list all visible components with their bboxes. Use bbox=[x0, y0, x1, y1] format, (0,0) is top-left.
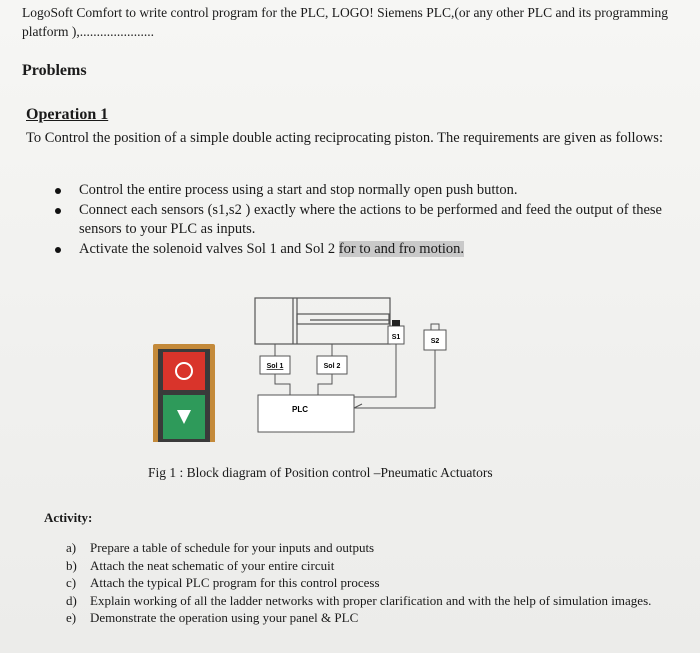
start-button bbox=[163, 352, 205, 390]
requirements-list bbox=[52, 181, 662, 260]
cylinder bbox=[255, 298, 390, 344]
piston-rod bbox=[297, 314, 389, 324]
highlighted-text: for to and fro motion. bbox=[338, 241, 465, 257]
item-marker: e) bbox=[66, 610, 77, 625]
sol2-label: Sol 2 bbox=[323, 363, 341, 370]
intro-text: LogoSoft Comfort to write control program for the PLC, LOGO! Siemens PLC,(or any other PLC and its programming platform ),...................... bbox=[22, 5, 669, 39]
wire bbox=[275, 374, 290, 395]
activity-item: c) Attach the typical PLC program for this control process bbox=[66, 575, 380, 590]
push-button-panel bbox=[153, 344, 215, 442]
solenoid-sol1 bbox=[260, 356, 290, 374]
wire bbox=[354, 350, 435, 408]
activity-item: a) Prepare a table of schedule for your inputs and outputs bbox=[66, 540, 375, 555]
wire bbox=[318, 374, 332, 395]
item-marker: b) bbox=[66, 557, 77, 573]
bullet-icon bbox=[55, 188, 61, 194]
wire-arrow bbox=[354, 404, 362, 408]
bullet-icon bbox=[55, 247, 61, 253]
s1-head bbox=[392, 320, 400, 326]
operation-title: Operation 1 bbox=[26, 106, 109, 123]
sol1-label: Sol 1 bbox=[266, 363, 284, 370]
activity-heading: Activity: bbox=[44, 510, 93, 525]
requirement-item: Activate the solenoid valves Sol 1 and Sol 2 for to and fro motion. bbox=[52, 240, 662, 259]
wire bbox=[354, 344, 396, 397]
activity-item: b) Attach the neat schematic of your entire circuit bbox=[66, 557, 335, 573]
requirement-item: Control the entire process using a start and stop normally open push button. bbox=[52, 181, 662, 200]
s1-label: S1 bbox=[391, 334, 401, 341]
sensor-s2 bbox=[424, 324, 446, 350]
plc-label: PLC bbox=[292, 405, 308, 414]
item-marker: c) bbox=[66, 575, 77, 590]
problems-heading: Problems bbox=[22, 62, 87, 79]
operation-description: To Control the position of a simple double acting reciprocating piston. The requirements are given as follows: bbox=[26, 130, 663, 146]
solenoid-sol2 bbox=[317, 356, 347, 374]
activity-item: e) Demonstrate the operation using your panel & PLC bbox=[66, 610, 359, 625]
figure-caption: Fig 1 : Block diagram of Position control –Pneumatic Actuators bbox=[148, 465, 493, 480]
block-diagram bbox=[150, 292, 470, 442]
s2-head bbox=[431, 324, 439, 330]
requirement-item: Connect each sensors (s1,s2 ) exactly where the actions to be performed and feed the output of these sensors to your PLC as inputs. bbox=[52, 201, 662, 239]
cylinder-body bbox=[255, 298, 390, 344]
activity-list bbox=[66, 540, 666, 628]
activity-item: d) Explain working of all the ladder networks with proper clarification and with the help of simulation images. bbox=[66, 592, 652, 608]
item-marker: d) bbox=[66, 592, 77, 608]
item-marker: a) bbox=[66, 540, 77, 555]
bullet-icon bbox=[55, 208, 61, 214]
plc-block bbox=[258, 395, 354, 432]
s2-label: S2 bbox=[430, 338, 440, 345]
